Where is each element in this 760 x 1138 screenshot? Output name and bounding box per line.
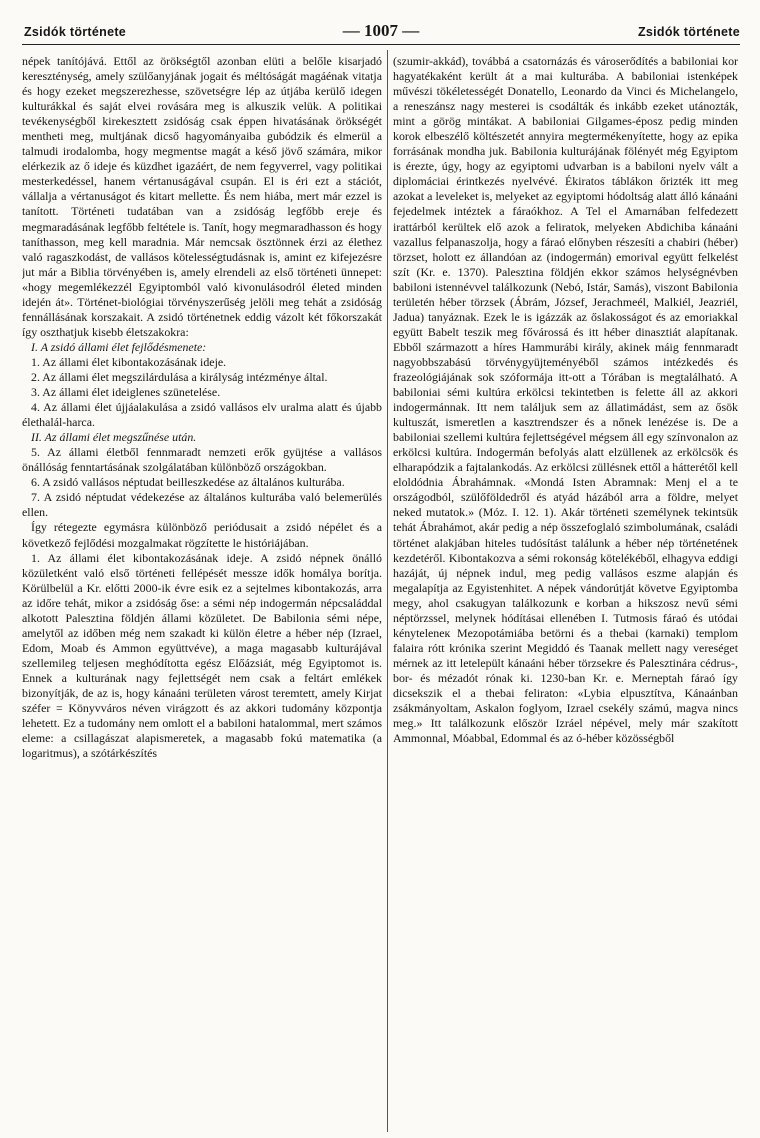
page-number-text: — 1007 —: [339, 21, 424, 40]
list-item: 7. A zsidó néptudat védekezése az általános kulturába való belemerülés ellen.: [22, 490, 382, 520]
list-item: 1. Az állami élet kibontakozásának ideje.: [31, 354, 227, 369]
running-header: [22, 22, 740, 45]
left-column: [22, 54, 382, 1132]
paragraph: Így rétegezte egymásra különböző periódusait a zsidó népélet és a következő fejlődési mozgalmakat rögzítette le históriájában.: [22, 520, 382, 550]
paragraph: 1. Az állami élet kibontakozásának ideje. A zsidó népnek önálló közületként való első történeti fellépését messze idők homálya borítja. Körülbelül a Kr. előtti 2000-ik évre esik ez a sejtelmes kibontakozás, arra az időre tehát, mikor a zsidóság őse: a sémi nép indogermán népcsaláddal alkotott Palesztina földjén állami közületet. De Babilonia sémi népe, amelytől az időben még nem szakadt ki külön életre a héber nép (Izrael, Edom, Moab és Ammon együttvéve), a maga magasabb kulturájával szellemileg teljesen meghódította egész Előázsiát, még Egyiptomot is. Ennek a kulturának nagy fejlettségét nem csak a feltárt emlékek bizonyítják, de az is, hogy kánaáni területen várost teremtett, amely Kirjat széfer = Könyvváros néven virágzott és az akkori tudomány központja lehetett. Ez a tudomány nem omlott el a babiloni hatalommal, mert számos eleme: a csillagászat alapismeretek, a magasabb fokú matematika (a logaritmus), a szótárkészítés: [22, 550, 382, 761]
list-item: 5. Az állami életből fennmaradt nemzeti erők gyüjtése a vallásos önállóság fenntartásának szolgálatában különböző országokban.: [22, 445, 382, 475]
page-number: [22, 21, 740, 41]
header-right-title: Zsidók története: [637, 25, 740, 39]
section-heading: I. A zsidó állami élet fejlődésmenete:: [31, 339, 207, 354]
list-item: 6. A zsidó vallásos néptudat beilleszkedése az általános kulturába.: [31, 475, 345, 490]
paragraph: népek tanítójává. Ettől az örökségtől azonban elüti a belőle kisarjadó kereszténység, amely szülőanyjának jogait és méltóságát magáénak vitatja és hogy ezeket megszerezhesse, szövetségre lép az útjába kerülő idegen kulturákkal és saját elvei rovására meg is alkuszik velük. A politikai tevékenységből kirekesztett zsidóság csak éppen hivatásának örökségét mentheti meg, multjának dicső hagyományaiba gubódzik és elmerül a talmudi irodalomba, hogy megmentse magát a késő jövő számára, mikor elérkezik az ő ideje és küzdhet igazáért, de nem fegyverrel, vagy politikai mesterkedéssel, hanem vértanuságával csupán. El is éri ezt a stációt, vállalja a vértanuságot és kitart mellette. És nem hiába, mert már ezzel is tanított. Történeti tudatában van a zsidóság legfőbb ereje és megmaradásának legfőbb feltétele is. Tanít, hogy megmaradhasson és hogy taníthasson, meg kell maradnia. Már nemcsak ösztönnek érzi az élethez való ragaszkodást, de vallásos kötelességtudásnak is, amint ez kifejezésre jut már a Biblia törvényében is, amely elrendeli az első történeti ünnepet: «hogy megemlékezzél Egyiptomból való kivonulásodról életed minden idején át». Történet-biológiai törvényszerűség jelöli meg tehát a zsidóság fennállásának korszakait. A zsidó történetnek eddig vázolt két főkorszakát így oszthatjuk kisebb életszakokra:: [22, 54, 382, 339]
paragraph: (szumir-akkád), továbbá a csatornázás és városerődítés a babiloniai kor hagyatékaként került át a mai kulturába. A babiloniai istenképek művészi tökéletességét Donatello, Leonardo da Vinci és Michelangelo, a reneszánsz nagy mesterei is csodálták és inkább ezeket utánozták, mint a görög mintákat. A babiloniai Gilgames-éposz pedig minden korok elbeszélő költészetét annyira megtermékenyítette, hogy az epika forrásának mondha juk. Babilonia kulturájának fölényét még Egyiptom is érezte, úgy, hogy az egyiptomi udvarban is a babiloni nyelv vált a diplomáciai érintkezés nyelvévé. Ékiratos táblákon őrizték itt meg azokat a leveleket is, melyeket az egyiptomi hódoltság alatt álló kánaáni fejedelmek intéztek a fáraókhoz. A Tel el Amarnában felfedezett irattárból kerültek elő azok a feliratok, melyeken Abdichiba kánaáni vazallus felpanaszolja, hogy a fáraó előnyben részesíti a chabiri (héber) törzset, holott ez állandóan az (indogermán) emorival együtt felkelést szít (Kr. e. 1370). Palesztina földjén ekkor számos helységnévben babiloni istennévvel találkozunk (Nebó, Istár, Samás), viszont Babilonia területén héber törzsek (Ábrám, József, Jerachmeél, Malkiél, Jeazriél, Jadua) tanyáznak. Ezek le is igázzák az őslakosságot és az emoriakkal együtt Babelt teszik meg fővárossá és itt héber dinasztiát alapítanak. Ebből származott a híres Hammurábi király, akinek máig fennmaradt nagyobbszabású törvénygyüjteményéből számos intézkedés és frazeológiájának sok szóformája itt-ott a Tórában is megtalálható. A babiloniai sémi kultúra erkölcsi tekintetben is felette áll az akkori indogermánnak. Itt nem találjuk sem az állatimádást, sem az ősök kultuszát, ismeretlen a kasztrendszer és a nőnek lenézése is. De a babiloniai szellemi kultúra fejlettségével mégsem áll egy színvonalon az erkölcsi kultúra. Indogermán befolyás alatt elzüllenek az erkölcsök és elharapódzik a fajtalankodás. Az erkölcsi züllésnek ettől a hátterétől kell eloldódnia Ábrahámnak. «Mondá Isten Abramnak: Menj el a te országodból, szülőföldedről és atyád házából arra a földre, melyet neked mutatok.» (Móz. I. 12. 1). Akár történeti személynek tekintsük tehát Ábrahámot, akár pedig a nép összefoglaló szimbolumának, családi történet alakjában hiteles tudósítást találunk a héber nép történetének kezdetéről. Kibontakozva a sémi rokonság kötelékéből, elhagyva eddigi hazáját, új népnek indul, meg pedig vallásos eszme alapján és megalapítja az Egyistenhitet. A népek vándorútját követve Egyiptomba megy, ahol csakugyan találkozunk e korban a hikszosz nevű sémi néptörzssel, melynek hódításai ellenében I. Tutmosis fáraó és utódai kényteleneк Mezopotámiába betörni és a thebai (karnaki) templom falaira rótt krónika szerint Megiddó és Taanak mellett nagy vereséget mérnek az itt letelepült kánaáni héber törzsekre és Palesztinára cédrus-, bor- és mézadót rónak ki. 1230-ban Kr. e. Merneptah fáraó így dicsekszik el a thebai feliraton: «Lybia elpusztítva, Kánaánban zsákmányoltam, Askalon foglyom, Izrael csekély számú, magva nincs meg.» Itt találkozunk először Izráel népével, mely már szakított Ammonnal, Móabbal, Edommal és az ó-héber közösségből: [393, 54, 738, 746]
list-item: 4. Az állami élet újjáalakulása a zsidó vallásos elv uralma alatt és újabb élethalál-harca.: [22, 400, 382, 430]
list-item: 2. Az állami élet megszilárdulása a királyság intézménye által.: [31, 369, 328, 384]
column-divider: [387, 50, 388, 1132]
right-column: [393, 54, 738, 1132]
section-heading: II. Az állami élet megszűnése után.: [31, 430, 197, 445]
header-left-title: Zsidók története: [24, 25, 127, 39]
list-item: 3. Az állami élet ideiglenes szünetelése.: [31, 385, 221, 400]
